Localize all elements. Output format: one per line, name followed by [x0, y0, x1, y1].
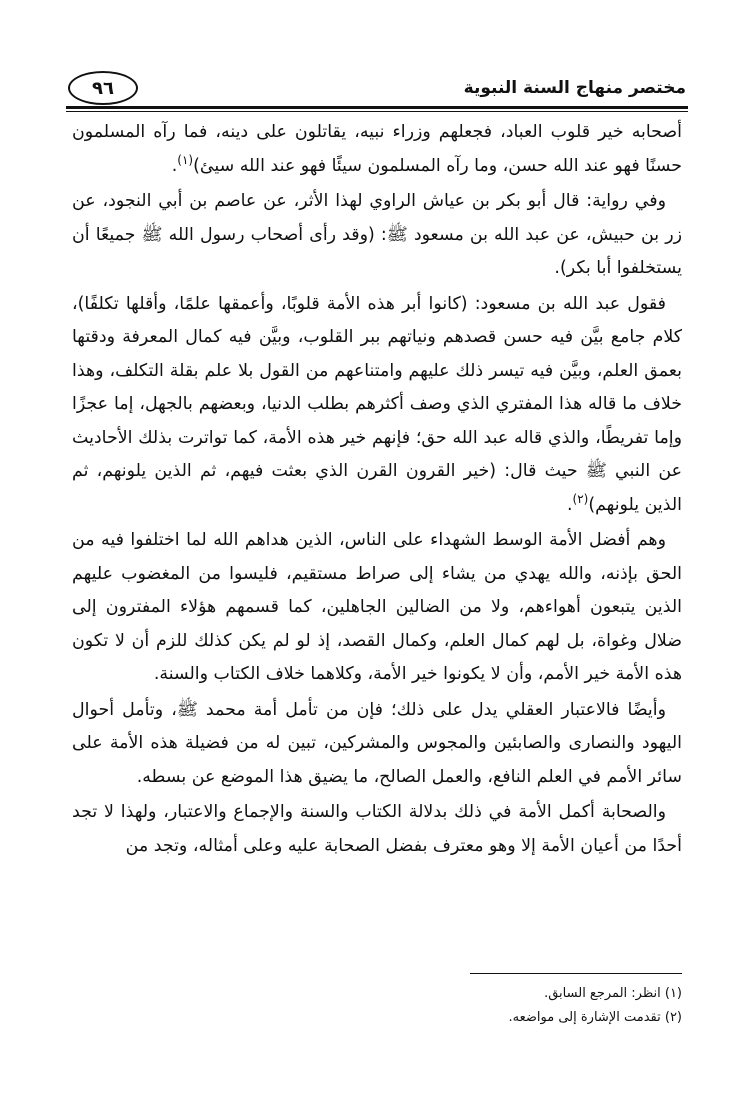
header-divider: [66, 106, 688, 112]
book-title: مختصر منهاج السنة النبوية: [463, 78, 686, 98]
footnote-2: (٢) تقدمت الإشارة إلى مواضعه.: [508, 1010, 682, 1025]
paragraph-text: وفي رواية: قال أبو بكر بن عياش الراوي لهذا الأثر، عن عاصم بن أبي النجود، عن زر بن حبيش، عن عبد الله بن مسعود ﷺ: (وقد رأى أصحاب رسول الله ﷺ جميعًا أن يستخلفوا أبا بكر).: [72, 191, 682, 278]
main-text: [72, 116, 682, 865]
paragraph-text: والصحابة أكمل الأمة في ذلك بدلالة الكتاب والسنة والإجماع والاعتبار، ولهذا لا تجد أحدًا من أعيان الأمة إلا وهو معترف بفضل الصحابة عليه وعلى أمثاله، وتجد من: [72, 802, 682, 856]
paragraph-4: [72, 524, 682, 692]
paragraph-end: .: [171, 155, 178, 176]
paragraph-6: [72, 796, 682, 863]
paragraph-2: [72, 185, 682, 286]
paragraph-end: .: [566, 494, 573, 515]
paragraph-text: أصحابه خير قلوب العباد، فجعلهم وزراء نبيه، يقاتلون على دينه، فما رآه المسلمون حسنًا فهو عند الله حسن، وما رآه المسلمون سيئًا فهو عند الله سيئ): [72, 122, 682, 176]
paragraph-1: [72, 116, 682, 183]
running-header: [68, 70, 686, 106]
page-number-badge: [68, 71, 138, 105]
paragraph-5: [72, 694, 682, 795]
paragraph-text: وهم أفضل الأمة الوسط الشهداء على الناس، الذين هداهم الله لما اختلفوا فيه من الحق بإذنه، والله يهدي من يشاء إلى صراط مستقيم، فليسوا من المغضوب عليهم الذين يتبعون أهواءهم، ولا من الضالين الجاهلين، كما قسمهم هؤلاء المفترون إلى ضلال وغواة، بل لهم كمال العلم، وكمال القصد، إذ لو لم يكن كذلك للزم أن لا تكون هذه الأمة خير الأمم، وأن لا يكونوا خير الأمة، وكلاهما خلاف الكتاب والسنة.: [72, 530, 682, 684]
paragraph-text: فقول عبد الله بن مسعود: (كانوا أبر هذه الأمة قلوبًا، وأعمقها علمًا، وأقلها تكلفًا)، كلام جامع بيَّن فيه حسن قصدهم ونياتهم ببر القلوب، وبيَّن فيه كمال المعرفة ودقتها بعمق العلم، وبيَّن فيه تيسر ذلك عليهم وامتناعهم من القول بلا علم بقلة التكلف، وهذا خلاف ما قاله هذا المفتري الذي وصف أكثرهم بطلب الدنيا، وبعضهم بالجهل، إما عجزًا وإما تفريطًا، والذي قاله عبد الله حق؛ فإنهم خير هذه الأمة، كما تواترت بذلك الأحاديث عن النبي ﷺ حيث قال: (خير القرون القرن الذي بعثت فيهم، ثم الذين يلونهم، ثم الذين يلونهم): [72, 293, 682, 515]
footnote-divider: [470, 973, 682, 974]
paragraph-3: [72, 288, 682, 523]
paragraph-text: وأيضًا فالاعتبار العقلي يدل على ذلك؛ فإن من تأمل أمة محمد ﷺ، وتأمل أحوال اليهود والنصارى والصابئين والمجوس والمشركين، تبين له من فضيلة هذه الأمة على سائر الأمم في العلم النافع، والعمل الصالح، ما يضيق هذا الموضع عن بسطه.: [72, 699, 682, 787]
footnotes: [72, 982, 682, 1030]
page-number: ٩٦: [92, 77, 114, 99]
footnote-ref-1[interactable]: (١): [177, 152, 194, 167]
footnote-1: (١) انظر: المرجع السابق.: [544, 986, 682, 1001]
footnote-ref-2[interactable]: (٢): [572, 491, 589, 506]
